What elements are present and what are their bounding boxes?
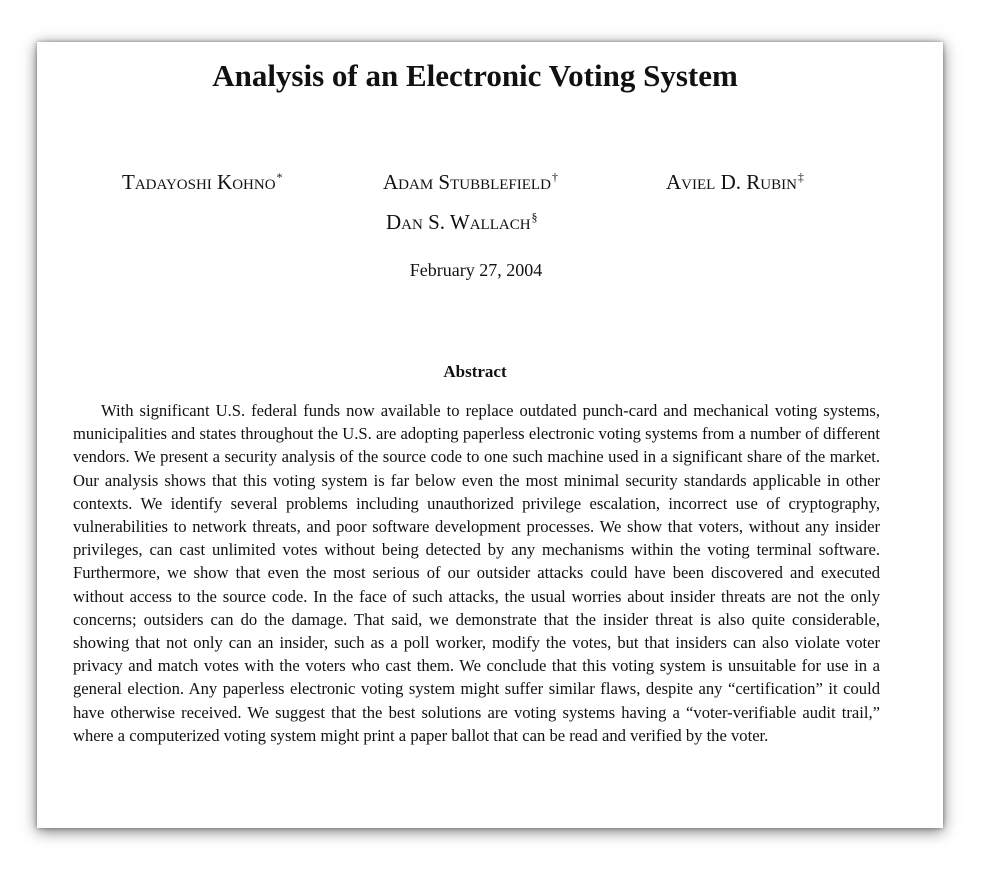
paper-title: Analysis of an Electronic Voting System <box>212 58 738 93</box>
author-4 <box>386 210 538 235</box>
author-footnote-mark: * <box>276 170 283 184</box>
abstract-body: With significant U.S. federal funds now available to replace outdated punch-card and mechanical voting systems, municipalities and states throughout the U.S. are adopting paperless electronic voting systems from a number of different vendors. We present a security analysis of the source code to one such machine used in a significant share of the market. Our analysis shows that this voting system is far below even the most minimal security standards applicable in other contexts. We identify several problems including unauthorized privilege escalation, incorrect use of cryptography, vulnerabilities to network threats, and poor software development processes. We show that voters, without any insider privileges, can cast unlimited votes without being detected by any mechanisms within the voting terminal software. Furthermore, we show that even the most serious of our outsider attacks could have been discovered and executed without access to the source code. In the face of such attacks, the usual worries about insider threats are not the only concerns; outsiders can do the damage. That said, we demonstrate that the insider threat is also quite considerable, showing that not only can an insider, such as a poll worker, modify the votes, but that insiders can also violate voter privacy and match votes with the voters who cast them. We conclude that this voting system is unsuitable for use in a general election. Any paperless electronic voting system might suffer similar flaws, despite any “certification” it could have otherwise received. We suggest that the best solutions are voting systems having a “voter-verifiable audit trail,” where a computerized voting system might print a paper ballot that can be read and verified by the voter. <box>73 401 880 745</box>
author-footnote-mark: § <box>531 210 538 224</box>
author-list <box>37 170 943 234</box>
author-name: Dan S. Wallach <box>386 210 531 234</box>
author-name: Adam Stubblefield <box>383 170 551 194</box>
publication-date: February 27, 2004 <box>409 260 543 280</box>
author-name: Aviel D. Rubin <box>666 170 797 194</box>
author-name: Tadayoshi Kohno <box>122 170 276 194</box>
author-footnote-mark: ‡ <box>797 170 804 184</box>
author-1 <box>122 170 283 195</box>
author-3 <box>666 170 804 195</box>
abstract-heading: Abstract <box>443 362 507 381</box>
paper-page <box>37 42 943 828</box>
author-footnote-mark: † <box>551 170 558 184</box>
author-2 <box>383 170 558 195</box>
